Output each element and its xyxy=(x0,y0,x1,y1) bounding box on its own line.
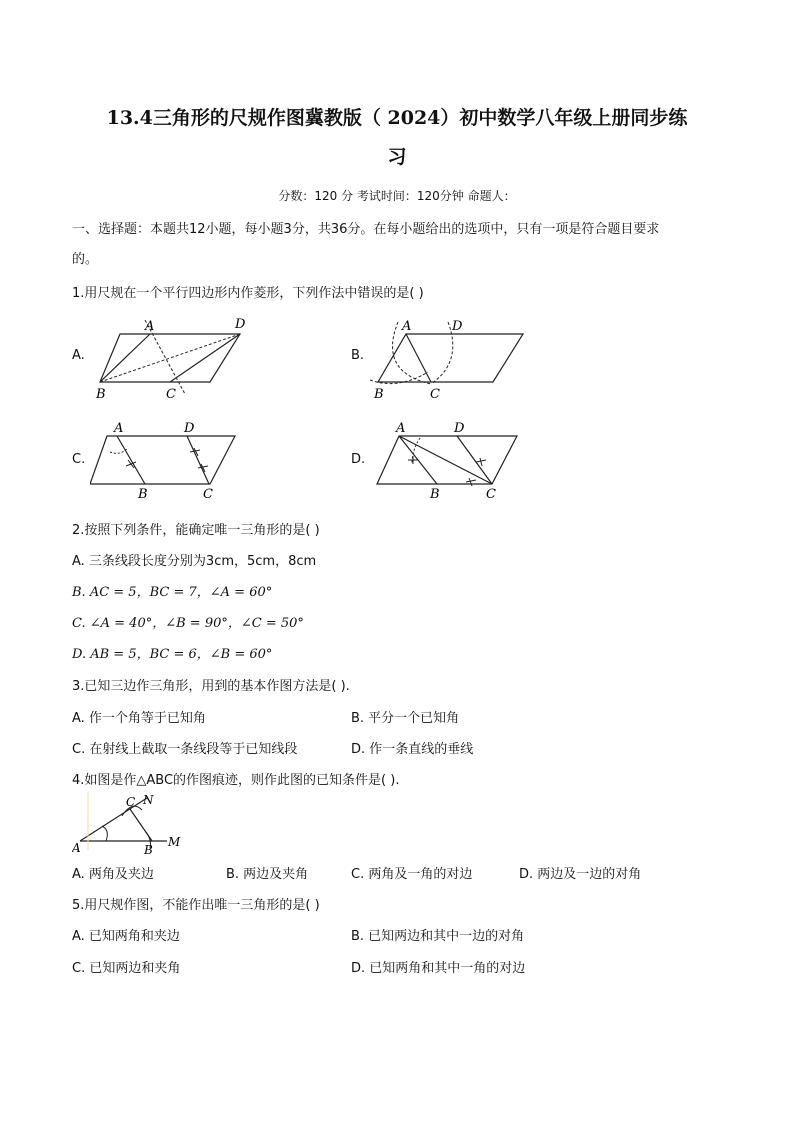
q5-option-d: D. 已知两角和其中一角的对边 xyxy=(351,961,526,976)
point-label: A xyxy=(72,841,81,855)
q2-option-c: C. ∠A = 40°，∠B = 90°，∠C = 50° xyxy=(72,616,304,631)
q1-option-d-label: D. xyxy=(351,452,366,467)
point-label: D xyxy=(235,317,246,332)
q3-option-d: D. 作一条直线的垂线 xyxy=(351,742,474,757)
q2-option-a: A. 三条线段长度分别为3cm，5cm，8cm xyxy=(72,554,317,569)
q1-figure-c xyxy=(90,420,250,502)
point-label: M xyxy=(168,835,181,849)
q4-option-c: C. 两角及一角的对边 xyxy=(351,867,473,882)
point-label: B xyxy=(430,487,440,502)
q2-option-b: B. AC = 5，BC = 7，∠A = 60° xyxy=(72,585,273,600)
q3-option-c: C. 在射线上截取一条线段等于已知线段 xyxy=(72,742,298,757)
point-label: C xyxy=(203,487,213,502)
q5-option-c: C. 已知两边和夹角 xyxy=(72,961,181,976)
point-label: B xyxy=(144,843,153,856)
q4-construction-figure xyxy=(72,788,192,856)
q1-option-a-label: A. xyxy=(72,348,85,363)
section-instructions: 一、选择题：本题共12小题，每小题3分，共36分。在每小题给出的选项中，只有一项是符合题目要求 xyxy=(72,222,660,237)
q1-figure-b xyxy=(368,312,533,402)
point-label: N xyxy=(143,793,154,807)
q2-option-d: D. AB = 5，BC = 6，∠B = 60° xyxy=(72,647,273,662)
point-label: C xyxy=(126,795,136,809)
point-label: B xyxy=(138,487,148,502)
point-label: B xyxy=(96,387,106,402)
point-label: D xyxy=(452,319,463,334)
question-5-stem: 5.用尺规作图，不能作出唯一三角形的是( ) xyxy=(72,898,320,913)
q4-option-a: A. 两角及夹边 xyxy=(72,867,154,882)
q5-option-b: B. 已知两边和其中一边的对角 xyxy=(351,929,525,944)
q4-option-d: D. 两边及一边的对角 xyxy=(519,867,642,882)
point-label: A xyxy=(114,421,124,436)
question-4-stem: 4.如图是作△ABC的作图痕迹，则作此图的已知条件是( ). xyxy=(72,773,400,788)
q1-option-c-label: C. xyxy=(72,452,86,467)
exam-meta: 分数：120 分 考试时间：120分钟 命题人： xyxy=(278,189,516,203)
point-label: A xyxy=(145,319,155,334)
q1-figure-a xyxy=(90,312,265,402)
point-label: C xyxy=(430,387,440,402)
point-label: D xyxy=(454,421,465,436)
q3-option-a: A. 作一个角等于已知角 xyxy=(72,711,206,726)
point-label: C xyxy=(486,487,496,502)
question-3-stem: 3.已知三边作三角形，用到的基本作图方法是( ). xyxy=(72,679,350,694)
q1-option-b-label: B. xyxy=(351,348,365,363)
point-label: D xyxy=(184,421,195,436)
q5-option-a: A. 已知两角和夹边 xyxy=(72,929,180,944)
q3-option-b: B. 平分一个已知角 xyxy=(351,711,460,726)
q1-figure-d xyxy=(372,420,532,502)
page-title-continued: 习 xyxy=(387,146,407,168)
point-label: A xyxy=(396,421,406,436)
point-label: A xyxy=(402,319,412,334)
point-label: C xyxy=(166,387,176,402)
section-instructions-continued: 的。 xyxy=(72,252,99,267)
page-title: 13.4三角形的尺规作图冀教版（ 2024）初中数学八年级上册同步练 xyxy=(106,107,688,129)
question-1-stem: 1.用尺规在一个平行四边形内作菱形，下列作法中错误的是( ) xyxy=(72,286,424,301)
point-label: B xyxy=(374,387,384,402)
question-2-stem: 2.按照下列条件，能确定唯一三角形的是( ) xyxy=(72,523,320,538)
q4-option-b: B. 两边及夹角 xyxy=(226,867,309,882)
